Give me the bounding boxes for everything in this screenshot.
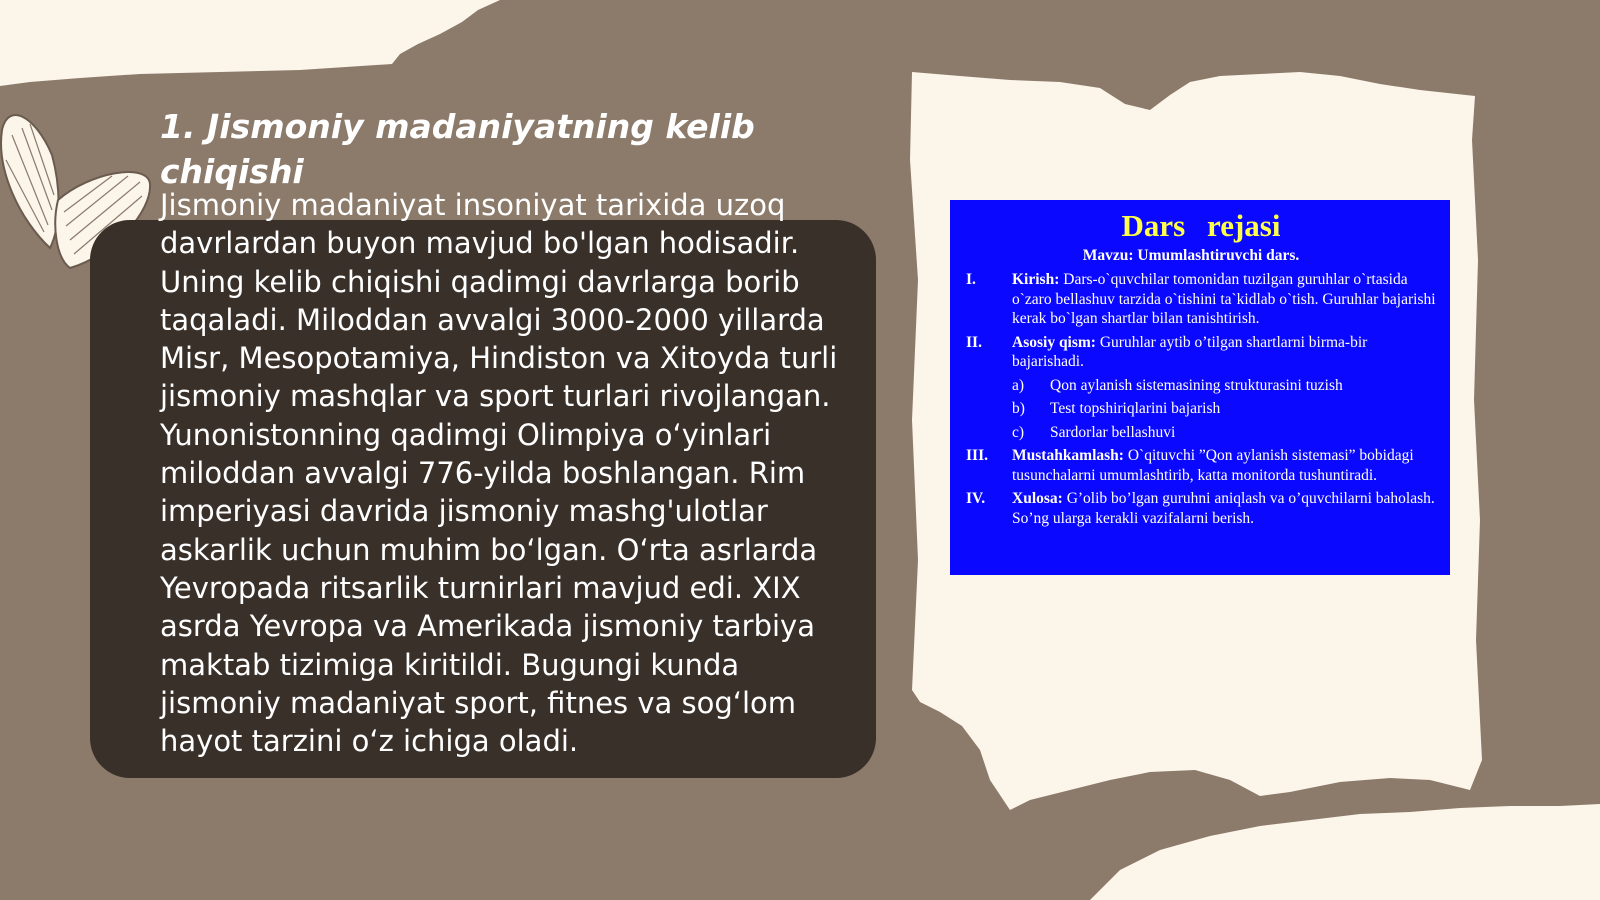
item-text: O`qituvchi ”Qon aylanish sistemasi” bobidagi tusunchalarni umumlashtirib, katta monitorda tushuntiradi. bbox=[1012, 447, 1414, 484]
lesson-plan-subitem bbox=[1012, 399, 1436, 419]
subitem-text: Qon aylanish sistemasining strukturasini tuzish bbox=[1050, 376, 1343, 394]
item-text: Guruhlar aytib o’tilgan shartlarni birma-bir bajarishadi. bbox=[1012, 333, 1368, 370]
item-label: Asosiy qism: bbox=[1012, 333, 1096, 351]
lesson-plan-subitem bbox=[1012, 376, 1436, 396]
lesson-plan-item bbox=[966, 270, 1436, 329]
item-text: Dars-o`quvchilar tomonidan tuzilgan guruhlar o`rtasida o`zaro bellashuv tarzida o`tishini ta`kidlab o`tish. Guruhlar bajarishi kerak bo`lgan shartlar bilan tanishtirish. bbox=[1012, 271, 1436, 327]
torn-paper-top-left bbox=[0, 0, 500, 86]
slide-title: 1. Jismoniy madaniyatning kelib chiqishi bbox=[160, 107, 755, 191]
subitem-text: Test topshiriqlarini bajarish bbox=[1050, 400, 1221, 417]
lesson-plan-item bbox=[966, 489, 1436, 528]
item-number: III. bbox=[966, 447, 988, 464]
lesson-plan-item bbox=[966, 333, 1436, 372]
subitem-number: c) bbox=[1012, 423, 1025, 441]
item-label: Mustahkamlash: bbox=[1012, 447, 1124, 464]
torn-paper-bottom-right bbox=[1090, 804, 1600, 900]
subitem-text: Sardorlar bellashuvi bbox=[1050, 423, 1176, 441]
slide-body-text: Jismoniy madaniyat insoniyat tarixida uzoq davrlardan buyon mavjud bo'lgan hodisadir. Uning kelib chiqishi qadimgi davrlarga borib taqaladi. Miloddan avvalgi 3000-2000 yillarda Misr, Mesopotamiya, Hindiston va Xitoyda turli jismoniy mashqlar va sport turlari rivojlangan. Yunonistonning qadimgi Olimpiya o‘yinlari miloddan avvalgi 776-yilda boshlangan. Rim imperiyasi davrida jismoniy mashg'ulotlar askarlik uchun muhim bo‘lgan. O‘rta asrlarda Yevropada ritsarlik turnirlari mavjud edi. XIX asrda Yevropa va Amerikada jismoniy tarbiya maktab tizimiga kiritildi. Bugungi kunda jismoniy madaniyat sport, fitnes va sog‘lom hayot tarzini o‘z ichiga oladi. bbox=[160, 188, 838, 759]
item-number: IV. bbox=[966, 490, 986, 507]
lesson-plan-image bbox=[950, 200, 1450, 575]
item-number: I. bbox=[966, 271, 976, 288]
item-number: II. bbox=[966, 333, 982, 351]
lesson-plan-topic: Mavzu: Umumlashtiruvchi dars. bbox=[1082, 247, 1300, 264]
subitem-number: b) bbox=[1012, 400, 1025, 417]
item-text: G’olib bo’lgan guruhni aniqlash va o’quvchilarni baholash. So’ng ularga kerakli vazifalarni berish. bbox=[1012, 490, 1435, 527]
lesson-plan-subitem bbox=[1012, 423, 1436, 443]
item-label: Xulosa: bbox=[1012, 490, 1063, 507]
subitem-number: a) bbox=[1012, 376, 1025, 394]
lesson-plan-title: Dars rejasi bbox=[1121, 208, 1281, 243]
lesson-plan-item bbox=[966, 446, 1436, 485]
item-label: Kirish: bbox=[1012, 271, 1060, 288]
